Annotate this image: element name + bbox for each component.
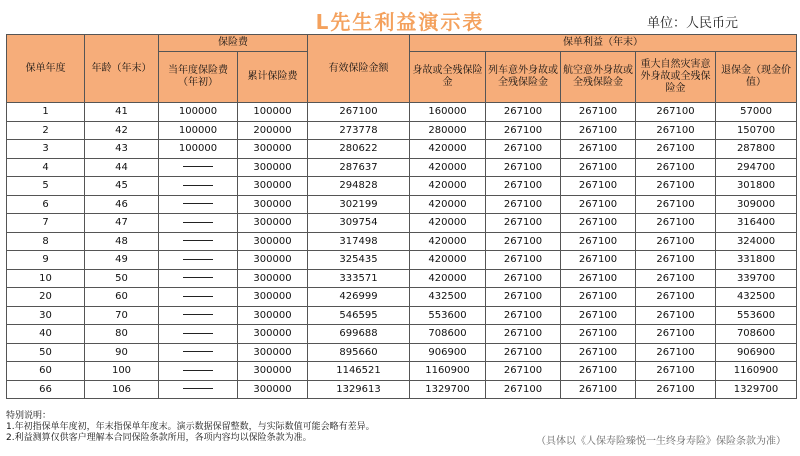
cell-effective-sum: 273778 (308, 121, 410, 140)
cell-effective-sum: 1146521 (308, 362, 410, 381)
cell-year: 50 (7, 343, 85, 362)
dash-mark (183, 333, 213, 334)
table-row (7, 232, 797, 251)
cell-annual-premium: 100000 (159, 140, 238, 159)
cell-disaster: 267100 (636, 380, 716, 399)
no-premium-dash (159, 158, 238, 177)
unit-label: 单位：人民币元 (646, 16, 738, 31)
cell-disaster: 267100 (636, 140, 716, 159)
no-premium-dash (159, 232, 238, 251)
no-premium-dash (159, 362, 238, 381)
cell-air: 267100 (561, 251, 636, 270)
cell-death: 420000 (410, 232, 486, 251)
special-notes (6, 411, 375, 444)
cell-disaster: 267100 (636, 103, 716, 122)
cell-cumulative-premium: 200000 (238, 121, 308, 140)
cell-age: 45 (85, 177, 159, 196)
dash-mark (183, 296, 213, 297)
no-premium-dash (159, 325, 238, 344)
cell-effective-sum: 546595 (308, 306, 410, 325)
cell-cumulative-premium: 300000 (238, 325, 308, 344)
notes-line-2: 2.利益测算仅供客户理解本合同保险条款所用，各项内容均以保险条款为准。 (6, 433, 312, 443)
header-effective-sum: 有效保险金额 (308, 35, 410, 103)
cell-train: 267100 (486, 121, 561, 140)
cell-effective-sum: 317498 (308, 232, 410, 251)
cell-effective-sum: 426999 (308, 288, 410, 307)
dash-mark (183, 222, 213, 223)
cell-surrender: 553600 (716, 306, 797, 325)
header-cumulative-premium: 累计保险费 (238, 52, 308, 103)
dash-mark (183, 314, 213, 315)
cell-train: 267100 (486, 343, 561, 362)
cell-disaster: 267100 (636, 325, 716, 344)
cell-death: 420000 (410, 158, 486, 177)
dash-mark (183, 259, 213, 260)
header-surrender-value: 退保金（现金价值） (716, 52, 797, 103)
cell-disaster: 267100 (636, 158, 716, 177)
benefit-table (6, 34, 797, 399)
no-premium-dash (159, 214, 238, 233)
dash-mark (183, 203, 213, 204)
cell-year: 9 (7, 251, 85, 270)
cell-disaster: 267100 (636, 362, 716, 381)
cell-effective-sum: 333571 (308, 269, 410, 288)
cell-disaster: 267100 (636, 306, 716, 325)
cell-effective-sum: 699688 (308, 325, 410, 344)
cell-death: 160000 (410, 103, 486, 122)
dash-mark (183, 185, 213, 186)
table-row (7, 140, 797, 159)
cell-train: 267100 (486, 325, 561, 344)
cell-train: 267100 (486, 269, 561, 288)
cell-death: 906900 (410, 343, 486, 362)
cell-year: 60 (7, 362, 85, 381)
no-premium-dash (159, 306, 238, 325)
table-row (7, 251, 797, 270)
cell-death: 420000 (410, 177, 486, 196)
cell-surrender: 1329700 (716, 380, 797, 399)
no-premium-dash (159, 288, 238, 307)
cell-air: 267100 (561, 177, 636, 196)
cell-age: 46 (85, 195, 159, 214)
no-premium-dash (159, 177, 238, 196)
cell-disaster: 267100 (636, 343, 716, 362)
notes-line-1: 1.年初指保单年度初，年末指保单年度末。演示数据保留整数，与实际数值可能会略有差异。 (6, 422, 375, 432)
cell-disaster: 267100 (636, 195, 716, 214)
cell-disaster: 267100 (636, 121, 716, 140)
cell-air: 267100 (561, 140, 636, 159)
table-row (7, 214, 797, 233)
cell-disaster: 267100 (636, 214, 716, 233)
cell-cumulative-premium: 300000 (238, 362, 308, 381)
cell-age: 43 (85, 140, 159, 159)
cell-air: 267100 (561, 325, 636, 344)
cell-cumulative-premium: 100000 (238, 103, 308, 122)
cell-train: 267100 (486, 232, 561, 251)
cell-effective-sum: 309754 (308, 214, 410, 233)
no-premium-dash (159, 195, 238, 214)
cell-air: 267100 (561, 214, 636, 233)
cell-air: 267100 (561, 158, 636, 177)
no-premium-dash (159, 343, 238, 362)
table-row (7, 306, 797, 325)
cell-year: 8 (7, 232, 85, 251)
cell-air: 267100 (561, 343, 636, 362)
header-death-benefit: 身故或全残保险金 (410, 52, 486, 103)
cell-surrender: 294700 (716, 158, 797, 177)
cell-year: 3 (7, 140, 85, 159)
cell-disaster: 267100 (636, 232, 716, 251)
cell-train: 267100 (486, 103, 561, 122)
cell-air: 267100 (561, 288, 636, 307)
cell-annual-premium: 100000 (159, 103, 238, 122)
cell-train: 267100 (486, 140, 561, 159)
cell-death: 420000 (410, 251, 486, 270)
cell-surrender: 57000 (716, 103, 797, 122)
cell-cumulative-premium: 300000 (238, 158, 308, 177)
cell-death: 1160900 (410, 362, 486, 381)
table-row (7, 288, 797, 307)
cell-cumulative-premium: 300000 (238, 195, 308, 214)
cell-air: 267100 (561, 103, 636, 122)
cell-year: 2 (7, 121, 85, 140)
dash-mark (183, 277, 213, 278)
cell-disaster: 267100 (636, 269, 716, 288)
header-train-benefit: 列车意外身故或全残保险金 (486, 52, 561, 103)
cell-surrender: 316400 (716, 214, 797, 233)
cell-disaster: 267100 (636, 288, 716, 307)
cell-surrender: 150700 (716, 121, 797, 140)
cell-train: 267100 (486, 251, 561, 270)
cell-year: 30 (7, 306, 85, 325)
dash-mark (183, 370, 213, 371)
cell-age: 42 (85, 121, 159, 140)
cell-death: 420000 (410, 195, 486, 214)
cell-age: 80 (85, 325, 159, 344)
cell-air: 267100 (561, 269, 636, 288)
cell-effective-sum: 1329613 (308, 380, 410, 399)
cell-surrender: 1160900 (716, 362, 797, 381)
cell-train: 267100 (486, 158, 561, 177)
no-premium-dash (159, 380, 238, 399)
cell-death: 1329700 (410, 380, 486, 399)
cell-effective-sum: 895660 (308, 343, 410, 362)
cell-surrender: 324000 (716, 232, 797, 251)
cell-death: 420000 (410, 140, 486, 159)
cell-effective-sum: 302199 (308, 195, 410, 214)
cell-effective-sum: 280622 (308, 140, 410, 159)
cell-train: 267100 (486, 177, 561, 196)
no-premium-dash (159, 251, 238, 270)
cell-cumulative-premium: 300000 (238, 177, 308, 196)
cell-surrender: 287800 (716, 140, 797, 159)
cell-train: 267100 (486, 195, 561, 214)
cell-train: 267100 (486, 288, 561, 307)
cell-disaster: 267100 (636, 251, 716, 270)
cell-death: 708600 (410, 325, 486, 344)
cell-age: 70 (85, 306, 159, 325)
cell-cumulative-premium: 300000 (238, 343, 308, 362)
cell-train: 267100 (486, 380, 561, 399)
cell-air: 267100 (561, 232, 636, 251)
header-annual-premium: 当年度保险费（年初） (159, 52, 238, 103)
table-row (7, 177, 797, 196)
cell-effective-sum: 294828 (308, 177, 410, 196)
notes-heading: 特别说明： (6, 411, 52, 421)
cell-death: 420000 (410, 214, 486, 233)
cell-cumulative-premium: 300000 (238, 269, 308, 288)
cell-age: 60 (85, 288, 159, 307)
cell-age: 106 (85, 380, 159, 399)
cell-cumulative-premium: 300000 (238, 288, 308, 307)
cell-surrender: 432500 (716, 288, 797, 307)
cell-effective-sum: 325435 (308, 251, 410, 270)
cell-effective-sum: 287637 (308, 158, 410, 177)
cell-train: 267100 (486, 214, 561, 233)
cell-surrender: 339700 (716, 269, 797, 288)
header-disaster-benefit: 重大自然灾害意外身故或全残保险金 (636, 52, 716, 103)
cell-train: 267100 (486, 306, 561, 325)
cell-age: 49 (85, 251, 159, 270)
table-row (7, 158, 797, 177)
table-body (7, 103, 797, 399)
table-row (7, 380, 797, 399)
table-row (7, 325, 797, 344)
policy-source-note: （具体以《人保寿险臻悦一生终身寿险》保险条款为准） (536, 436, 786, 447)
cell-air: 267100 (561, 362, 636, 381)
no-premium-dash (159, 269, 238, 288)
cell-year: 10 (7, 269, 85, 288)
cell-cumulative-premium: 300000 (238, 232, 308, 251)
table-row (7, 343, 797, 362)
header-benefit-group: 保单利益（年末） (410, 35, 797, 52)
cell-year: 6 (7, 195, 85, 214)
cell-cumulative-premium: 300000 (238, 251, 308, 270)
table-row (7, 121, 797, 140)
cell-effective-sum: 267100 (308, 103, 410, 122)
header-premium-group: 保险费 (159, 35, 308, 52)
cell-year: 20 (7, 288, 85, 307)
dash-mark (183, 351, 213, 352)
cell-year: 40 (7, 325, 85, 344)
cell-cumulative-premium: 300000 (238, 380, 308, 399)
cell-age: 44 (85, 158, 159, 177)
header-air-benefit: 航空意外身故或全残保险金 (561, 52, 636, 103)
cell-age: 41 (85, 103, 159, 122)
cell-annual-premium: 100000 (159, 121, 238, 140)
cell-air: 267100 (561, 195, 636, 214)
table-row (7, 195, 797, 214)
dash-mark (183, 388, 213, 389)
cell-cumulative-premium: 300000 (238, 140, 308, 159)
cell-air: 267100 (561, 380, 636, 399)
cell-death: 420000 (410, 269, 486, 288)
cell-age: 50 (85, 269, 159, 288)
cell-age: 90 (85, 343, 159, 362)
cell-surrender: 906900 (716, 343, 797, 362)
dash-mark (183, 240, 213, 241)
cell-death: 280000 (410, 121, 486, 140)
cell-train: 267100 (486, 362, 561, 381)
cell-age: 48 (85, 232, 159, 251)
cell-surrender: 301800 (716, 177, 797, 196)
table-row (7, 269, 797, 288)
header-policy-year: 保单年度 (7, 35, 85, 103)
cell-age: 100 (85, 362, 159, 381)
page-title: L先生利益演示表 (315, 10, 485, 34)
cell-year: 1 (7, 103, 85, 122)
dash-mark (183, 166, 213, 167)
cell-surrender: 309000 (716, 195, 797, 214)
cell-year: 66 (7, 380, 85, 399)
cell-cumulative-premium: 300000 (238, 214, 308, 233)
cell-air: 267100 (561, 306, 636, 325)
cell-air: 267100 (561, 121, 636, 140)
cell-year: 7 (7, 214, 85, 233)
cell-cumulative-premium: 300000 (238, 306, 308, 325)
table-row (7, 362, 797, 381)
cell-death: 553600 (410, 306, 486, 325)
cell-death: 432500 (410, 288, 486, 307)
cell-year: 4 (7, 158, 85, 177)
table-row (7, 103, 797, 122)
cell-year: 5 (7, 177, 85, 196)
header-age: 年龄（年末） (85, 35, 159, 103)
cell-surrender: 331800 (716, 251, 797, 270)
cell-age: 47 (85, 214, 159, 233)
cell-disaster: 267100 (636, 177, 716, 196)
cell-surrender: 708600 (716, 325, 797, 344)
